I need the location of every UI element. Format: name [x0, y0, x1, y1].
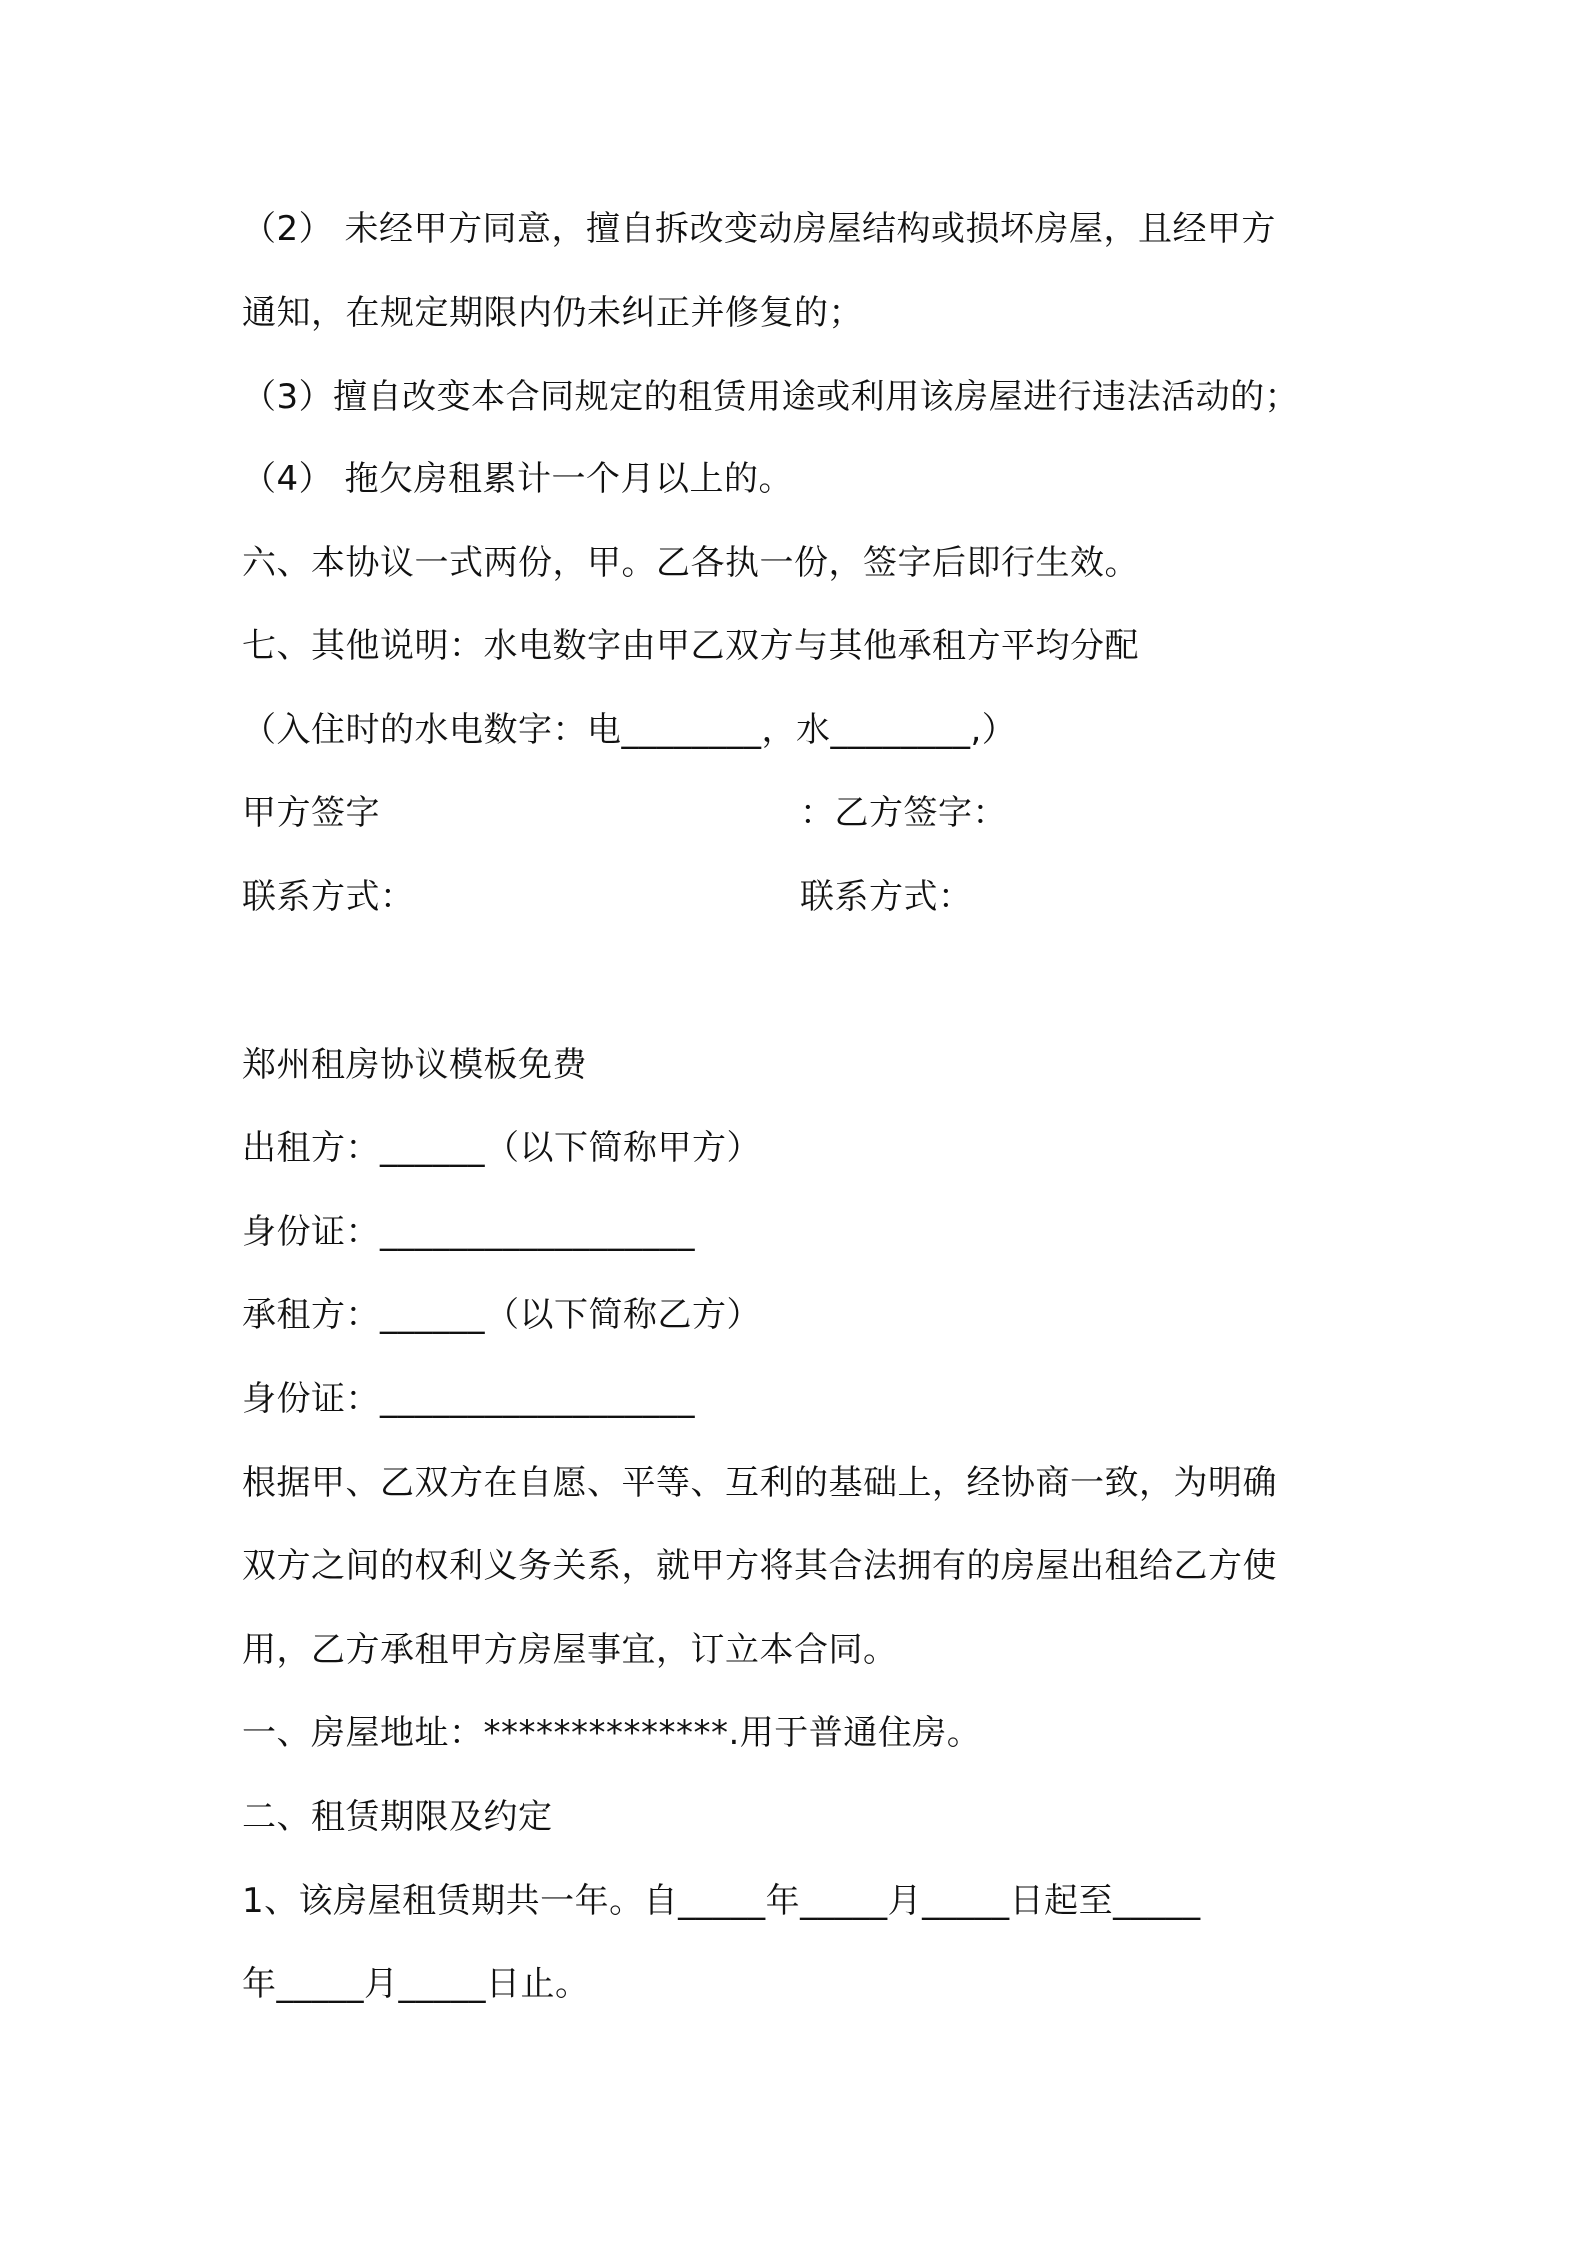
- intro-line-2: 双方之间的权利义务关系，就甲方将其合法拥有的房屋出租给乙方使: [242, 1546, 1277, 1586]
- clause-seven: 七、其他说明：水电数字由甲乙双方与其他承租方平均分配: [242, 626, 1139, 666]
- clause-item-3: （3）擅自改变本合同规定的租赁用途或利用该房屋进行违法活动的；: [242, 377, 1300, 417]
- utility-readings: （入住时的水电数字：电________，水________,）: [242, 710, 1017, 750]
- lessee-line: 承租方：______（以下简称乙方）: [242, 1295, 761, 1335]
- intro-line-1: 根据甲、乙双方在自愿、平等、互利的基础上，经协商一致，为明确: [242, 1463, 1277, 1503]
- party-b-contact-label: 联系方式：: [800, 877, 973, 917]
- clause-six: 六、本协议一式两份，甲。乙各执一份，签字后即行生效。: [242, 543, 1139, 583]
- intro-line-3: 用，乙方承租甲方房屋事宜，订立本合同。: [242, 1630, 898, 1670]
- term-line-1: 1、该房屋租赁期共一年。自_____年_____月_____日起至_____: [242, 1881, 1201, 1921]
- lessee-id-line: 身份证：__________________: [242, 1379, 695, 1419]
- template-title: 郑州租房协议模板免费: [242, 1045, 587, 1085]
- party-b-signature-label: ：乙方签字：: [800, 793, 1007, 833]
- term-line-2: 年_____月_____日止。: [242, 1964, 590, 2004]
- clause-item-4: （4） 拖欠房租累计一个月以上的。: [242, 459, 793, 499]
- clause-item-2-continued: 通知，在规定期限内仍未纠正并修复的；: [242, 293, 863, 333]
- party-a-contact-label: 联系方式：: [242, 877, 415, 917]
- party-a-signature-label: 甲方签字: [242, 793, 380, 833]
- clause-two-heading: 二、租赁期限及约定: [242, 1797, 553, 1837]
- lessor-line: 出租方：______（以下简称甲方）: [242, 1128, 761, 1168]
- lessor-id-line: 身份证：__________________: [242, 1212, 695, 1252]
- clause-item-2: （2） 未经甲方同意，擅自拆改变动房屋结构或损坏房屋，且经甲方: [242, 209, 1276, 249]
- clause-one-address: 一、房屋地址：**************.用于普通住房。: [242, 1713, 982, 1753]
